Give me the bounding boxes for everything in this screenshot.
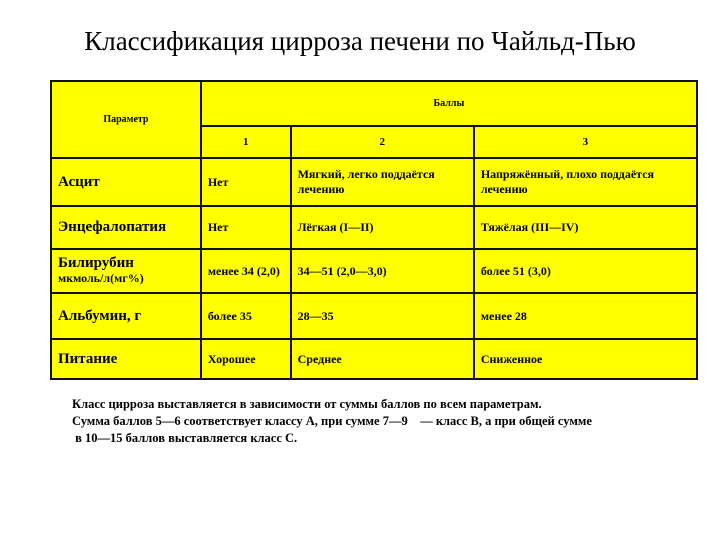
param-cell: Питание	[51, 339, 201, 379]
score-col-3: 3	[474, 126, 697, 158]
score1-cell: менее 34 (2,0)	[201, 249, 291, 293]
param-cell: Энцефалопатия	[51, 206, 201, 249]
score3-cell: Сниженное	[474, 339, 697, 379]
param-cell: Асцит	[51, 158, 201, 206]
classification-note	[72, 396, 592, 447]
param-cell	[51, 249, 201, 293]
page-title: Классификация цирроза печени по Чайльд-Пью	[84, 26, 636, 56]
score3-cell: менее 28	[474, 293, 697, 339]
param-header: Параметр	[51, 81, 201, 158]
table-row	[51, 158, 697, 206]
child-pugh-table	[50, 80, 698, 380]
score2-cell: Среднее	[291, 339, 474, 379]
param-unit: мкмоль/л(мг%)	[58, 271, 144, 285]
note-line: в 10—15 баллов выставляется класс C.	[72, 431, 298, 445]
note-line: Класс цирроза выставляется в зависимости от суммы баллов по всем параметрам.	[72, 397, 542, 411]
score1-cell: более 35	[201, 293, 291, 339]
table-row	[51, 206, 697, 249]
score1-cell: Хорошее	[201, 339, 291, 379]
score2-cell: 34—51 (2,0—3,0)	[291, 249, 474, 293]
table-row	[51, 293, 697, 339]
score2-cell: Лёгкая (I—II)	[291, 206, 474, 249]
score3-cell: Напряжённый, плохо поддаётся лечению	[474, 158, 697, 206]
score2-cell: Мягкий, легко поддаётся лечению	[291, 158, 474, 206]
table-row	[51, 339, 697, 379]
score3-cell: более 51 (3,0)	[474, 249, 697, 293]
param-cell: Альбумин, г	[51, 293, 201, 339]
scores-header: Баллы	[201, 81, 697, 126]
score1-cell: Нет	[201, 206, 291, 249]
score2-cell: 28—35	[291, 293, 474, 339]
score3-cell: Тяжёлая (III—IV)	[474, 206, 697, 249]
score-col-1: 1	[201, 126, 291, 158]
param-name: Билирубин	[58, 255, 134, 271]
note-line: Сумма баллов 5—6 соответствует классу A, при сумме 7—9 — класс B, а при общей сумме	[72, 414, 592, 428]
table-row	[51, 249, 697, 293]
score1-cell: Нет	[201, 158, 291, 206]
score-col-2: 2	[291, 126, 474, 158]
